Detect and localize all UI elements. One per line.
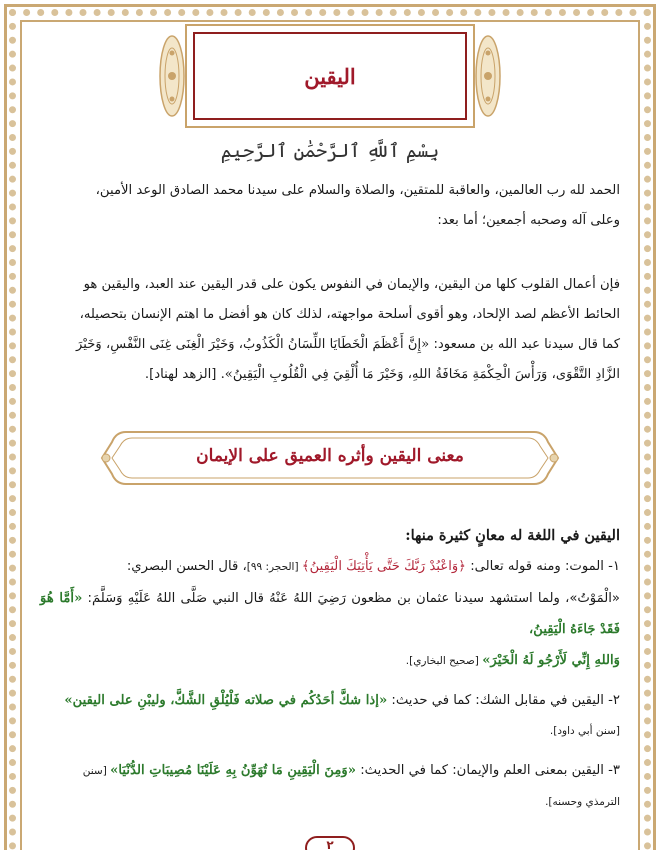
meanings-section: اليقين في اللغة له معانٍ كثيرة منها: ١- الموت: ومنه قوله تعالى: ﴿وَاعْبُدْ رَبَّكَ حَتَّى يَأْتِيَكَ الْيَقِينُ﴾ [الحجر: ٩٩]، قال الحسن البصري: «الْمَوْتُ»، ولما استشهد سيدنا عثمان بن مظعون رَضِيَ اللهُ عَنْهُ قال النبي صَلَّى اللهُ عَلَيْهِ وَسَلَّمَ: «أَمَّا هُوَ فَقَدْ جَاءَهُ الْيَقِينُ، وَاللهِ إِنِّي لَأَرْجُو لَهُ الْخَيْرَ» [صحيح البخاري]. ٢- اليقين في مقابل الشك: كما في حديث: «إذا شكَّ أحَدُكُم في صلاته فَلْيُلْقِ الشَّكَّ، وليبْنِ على اليقين» [سنن أبي داود]. ٣- اليقين بمعنى العلم والإيمان: كما في الحديث: «وَمِنَ الْيَقِينِ مَا تُهَوِّنُ بِهِ عَلَيْنَا مُصِيبَاتِ الدُّنْيَا» [سنن الترمذي وحسنه]. bbox=[40, 520, 620, 818]
ibn-masud-quote: «إِنَّ أَعْظَمَ الْخَطَايَا اللِّسَانُ الْكَذُوبُ، وَخَيْرَ الْغِنَى غِنَى النَّفْسِ، وَخَيْرَ bbox=[75, 337, 430, 352]
meaning-2: ٢- اليقين في مقابل الشك: كما في حديث: «إذا شكَّ أحَدُكُم في صلاته فَلْيُلْقِ الشَّكَّ، وليبْنِ على اليقين» bbox=[64, 693, 620, 708]
rosette-left-icon bbox=[158, 33, 186, 119]
meaning-3: ٣- اليقين بمعنى العلم والإيمان: كما في الحديث: «وَمِنَ الْيَقِينِ مَا تُهَوِّنُ بِهِ عَلَيْنَا مُصِيبَاتِ الدُّنْيَا» [سنن bbox=[82, 763, 620, 778]
reference: [الزهد لهناد]. bbox=[144, 367, 221, 382]
section-heading: معنى اليقين وأثره العميق على الإيمان bbox=[196, 446, 464, 466]
title-cartouche bbox=[185, 24, 475, 128]
meanings-heading: اليقين في اللغة له معانٍ كثيرة منها: bbox=[405, 527, 620, 544]
meaning-1: ١- الموت: ومنه قوله تعالى: ﴿وَاعْبُدْ رَبَّكَ حَتَّى يَأْتِيَكَ الْيَقِينُ﴾ [الحجر: ٩٩]، قال الحسن البصري: bbox=[126, 559, 620, 574]
page-number: ٢ bbox=[305, 836, 355, 850]
hadith-text: «أَمَّا هُوَ فَقَدْ جَاءَهُ الْيَقِينُ، bbox=[40, 591, 620, 637]
quran-ayah: ﴿وَاعْبُدْ رَبَّكَ حَتَّى يَأْتِيَكَ الْيَقِينُ﴾ bbox=[301, 559, 467, 574]
intro-paragraph: الحمد لله رب العالمين، والعاقبة للمتقين، والصلاة والسلام على سيدنا محمد الصادق الوعد الأمين، وعلى آله وصحبه أجمعين؛ أما بعد: bbox=[95, 183, 620, 228]
basmala: بِسْمِ ٱللَّهِ ٱلرَّحْمَٰنِ ٱلرَّحِيمِ bbox=[220, 140, 440, 162]
rosette-right-icon bbox=[474, 33, 502, 119]
body-paragraph: فإن أعمال القلوب كلها من اليقين، والإيمان في النفوس يكون على قدر اليقين عند العبد، واليقين هو الحائط الأعظم لصد الإلحاد، وهو أقوى أسلحة مواجهته، لذلك كان هو أفضل ما اهتم الإنسان بتحصيله، كما قال سيدنا عبد الله بن مسعود: «إِنَّ أَعْظَمَ الْخَطَايَا اللِّسَانُ الْكَذُوبُ، وَخَيْرَ الْغِنَى غِنَى النَّفْسِ، وَخَيْرَ الزَّادِ التَّقْوَى، وَرَأْسَ الْحِكْمَةِ مَخَافَةُ اللهِ، وَخَيْرَ مَا أُلْقِيَ فِي الْقُلُوبِ الْيَقِينُ». [الزهد لهناد]. bbox=[75, 277, 620, 382]
page-title: اليقين bbox=[304, 63, 356, 89]
section-banner bbox=[96, 422, 564, 494]
